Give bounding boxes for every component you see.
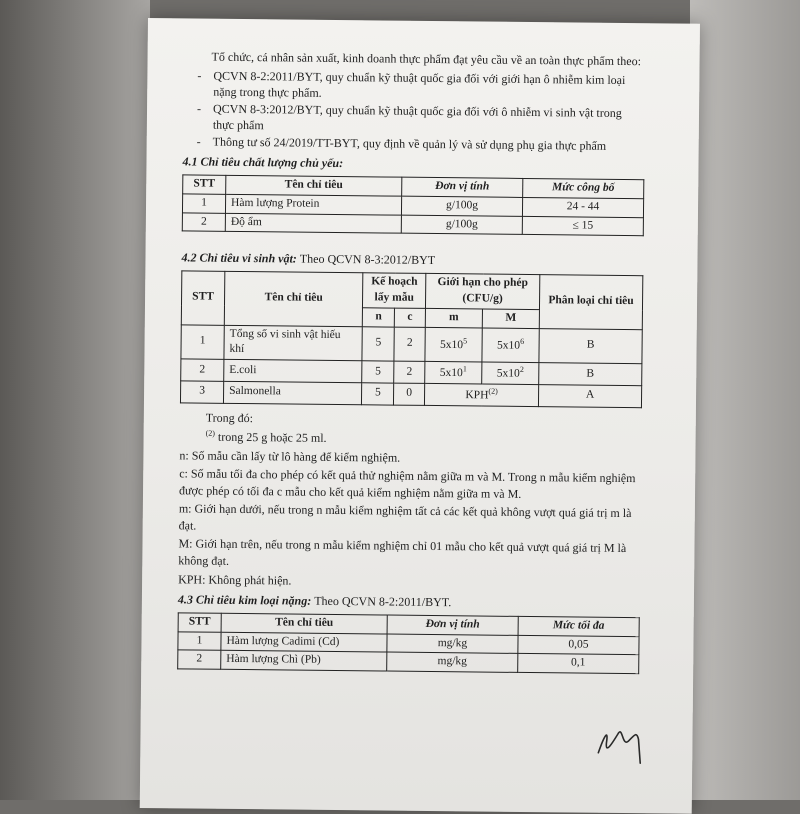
cell-name: Hàm lượng Chì (Pb) [221, 651, 387, 672]
microbiology-table [180, 270, 643, 408]
section-4-1-title: 4.1 Chỉ tiêu chất lượng chủ yếu: [182, 154, 344, 171]
m-base: 5x10 [439, 367, 463, 380]
col-c: c [395, 308, 426, 327]
col-name: Tên chỉ tiêu [226, 175, 402, 196]
cell-stt: 3 [180, 381, 223, 403]
cell-value: 24 - 44 [522, 197, 643, 217]
cell-m-upper [482, 328, 539, 363]
m-exponent: 1 [462, 364, 467, 374]
m-exponent: 5 [463, 336, 468, 346]
kph-text: KPH [465, 389, 489, 402]
section-4-3-label: 4.3 Chỉ tiêu kim loại nặng: [177, 592, 312, 608]
cell-value: 0,1 [518, 654, 639, 674]
note-m-lower: m: Giới hạn dưới, nếu trong n mẫu kiểm nghiệm tất cả các kết quả không vượt quá giá trị m là đạt. [178, 501, 632, 533]
section-4-2-title [181, 250, 643, 271]
cell-class: A [538, 385, 641, 408]
note-c: c: Số mẫu tối đa cho phép có kết quả thử nghiệm nằm giữa m và M. Trong n mẫu kiểm nghiệm được phép có tối đa c mẫu cho kết quả kiểm nghiệm nằm giữa m và M. [178, 466, 636, 501]
table-row [180, 381, 641, 408]
col-unit: Đơn vị tính [387, 615, 518, 635]
notes-block [178, 409, 642, 592]
footnote-marker: (2) [205, 428, 216, 438]
cell-class: B [539, 363, 642, 386]
regulation-item: - QCVN 8-2:2011/BYT, quy chuẩn kỹ thuật quốc gia đối với giới hạn ô nhiễm kim loại nặng trong thực phẩm. [197, 67, 645, 105]
table-row [182, 212, 643, 236]
col-value: Mức công bố [523, 178, 644, 198]
cell-kph [424, 383, 538, 406]
cell-stt: 1 [181, 324, 224, 359]
section-4-3-reference: Theo QCVN 8-2:2011/BYT. [314, 593, 452, 610]
regulation-item: - Thông tư số 24/2019/TT-BYT, quy định về quản lý và sử dụng phụ gia thực phẩm [197, 133, 645, 154]
footnote-text: trong 25 g hoặc 25 ml. [217, 429, 327, 446]
col-stt: STT [181, 271, 225, 325]
cell-stt: 2 [181, 359, 224, 381]
cell-c: 2 [394, 327, 425, 362]
cell-name: E.coli [224, 360, 363, 383]
M-base: 5x10 [497, 339, 521, 352]
cell-n: 5 [362, 383, 394, 405]
background-right [690, 0, 800, 800]
cell-stt: 2 [182, 212, 225, 231]
cell-name: Độ ẩm [225, 213, 401, 234]
section-4-3-title [178, 591, 640, 612]
M-exponent: 2 [519, 365, 524, 375]
col-m-lower: m [425, 308, 482, 327]
col-sampling-plan: Kế hoạch lấy mẫu [363, 273, 426, 308]
col-m-upper: M [482, 309, 539, 328]
col-unit: Đơn vị tính [402, 177, 523, 197]
cell-stt: 1 [178, 631, 221, 650]
document-page [140, 18, 700, 814]
col-class: Phân loại chỉ tiêu [539, 275, 643, 330]
cell-m-lower [425, 362, 482, 384]
note-m-upper: M: Giới hạn trên, nếu trong n mẫu kiểm nghiệm chỉ 01 mẫu cho kết quả vượt quá giá trị M là không đạt. [178, 536, 627, 568]
cell-m-upper [482, 362, 539, 384]
cell-value: 0,05 [518, 635, 639, 655]
M-exponent: 6 [520, 336, 525, 347]
cell-unit: mg/kg [387, 652, 518, 672]
cell-c: 0 [394, 383, 425, 405]
cell-name: Hàm lượng Protein [225, 194, 401, 215]
cell-name: Hàm lượng Cadimi (Cd) [221, 632, 387, 653]
cell-stt: 1 [182, 194, 225, 213]
background-left [0, 0, 150, 800]
M-base: 5x10 [496, 367, 520, 380]
col-stt: STT [183, 175, 226, 194]
col-n: n [363, 307, 395, 326]
section-4-2-reference: Theo QCVN 8-3:2012/BYT [299, 252, 436, 268]
regulation-list [183, 67, 646, 155]
cell-c: 2 [394, 361, 425, 383]
table-row [178, 650, 639, 674]
kph-footnote-marker: (2) [488, 386, 498, 396]
cell-class: B [539, 328, 642, 364]
note-n: n: Số mẫu cần lấy từ lô hàng để kiểm nghiệm. [179, 448, 401, 465]
cell-name: Tổng số vi sinh vật hiếu khí [224, 325, 363, 361]
cell-n: 5 [362, 361, 394, 383]
note-footnote-2 [180, 428, 642, 450]
signature-mark [592, 713, 653, 774]
quality-table [182, 174, 645, 236]
col-name: Tên chỉ tiêu [221, 613, 387, 634]
table-header-row [181, 271, 642, 311]
note-trong-do: Trong đó: [205, 410, 254, 425]
cell-unit: mg/kg [387, 634, 518, 654]
cell-unit: g/100g [401, 215, 522, 235]
cell-m-lower [425, 327, 482, 362]
cell-stt: 2 [178, 650, 221, 669]
col-limit: Giới hạn cho phép (CFU/g) [425, 273, 539, 309]
cell-unit: g/100g [401, 196, 522, 216]
cell-value: ≤ 15 [522, 216, 643, 236]
section-4-2-label: 4.2 Chỉ tiêu vi sinh vật: [181, 250, 297, 266]
regulation-item: - QCVN 8-3:2012/BYT, quy chuẩn kỹ thuật quốc gia đối với ô nhiễm vi sinh vật trong thực phẩm [197, 100, 645, 138]
m-base: 5x10 [440, 338, 464, 352]
col-value: Mức tối đa [518, 616, 639, 636]
table-row [181, 324, 642, 364]
document-content [177, 48, 645, 674]
note-kph: KPH: Không phát hiện. [178, 571, 292, 588]
col-stt: STT [178, 612, 221, 631]
cell-n: 5 [362, 326, 394, 361]
heavy-metal-table [177, 612, 640, 674]
cell-name: Salmonella [223, 381, 362, 404]
col-name: Tên chỉ tiêu [224, 271, 363, 326]
intro-text: Tổ chức, cá nhân sản xuất, kinh doanh thực phẩm đạt yêu cầu về an toàn thực phẩm theo: [211, 49, 642, 69]
